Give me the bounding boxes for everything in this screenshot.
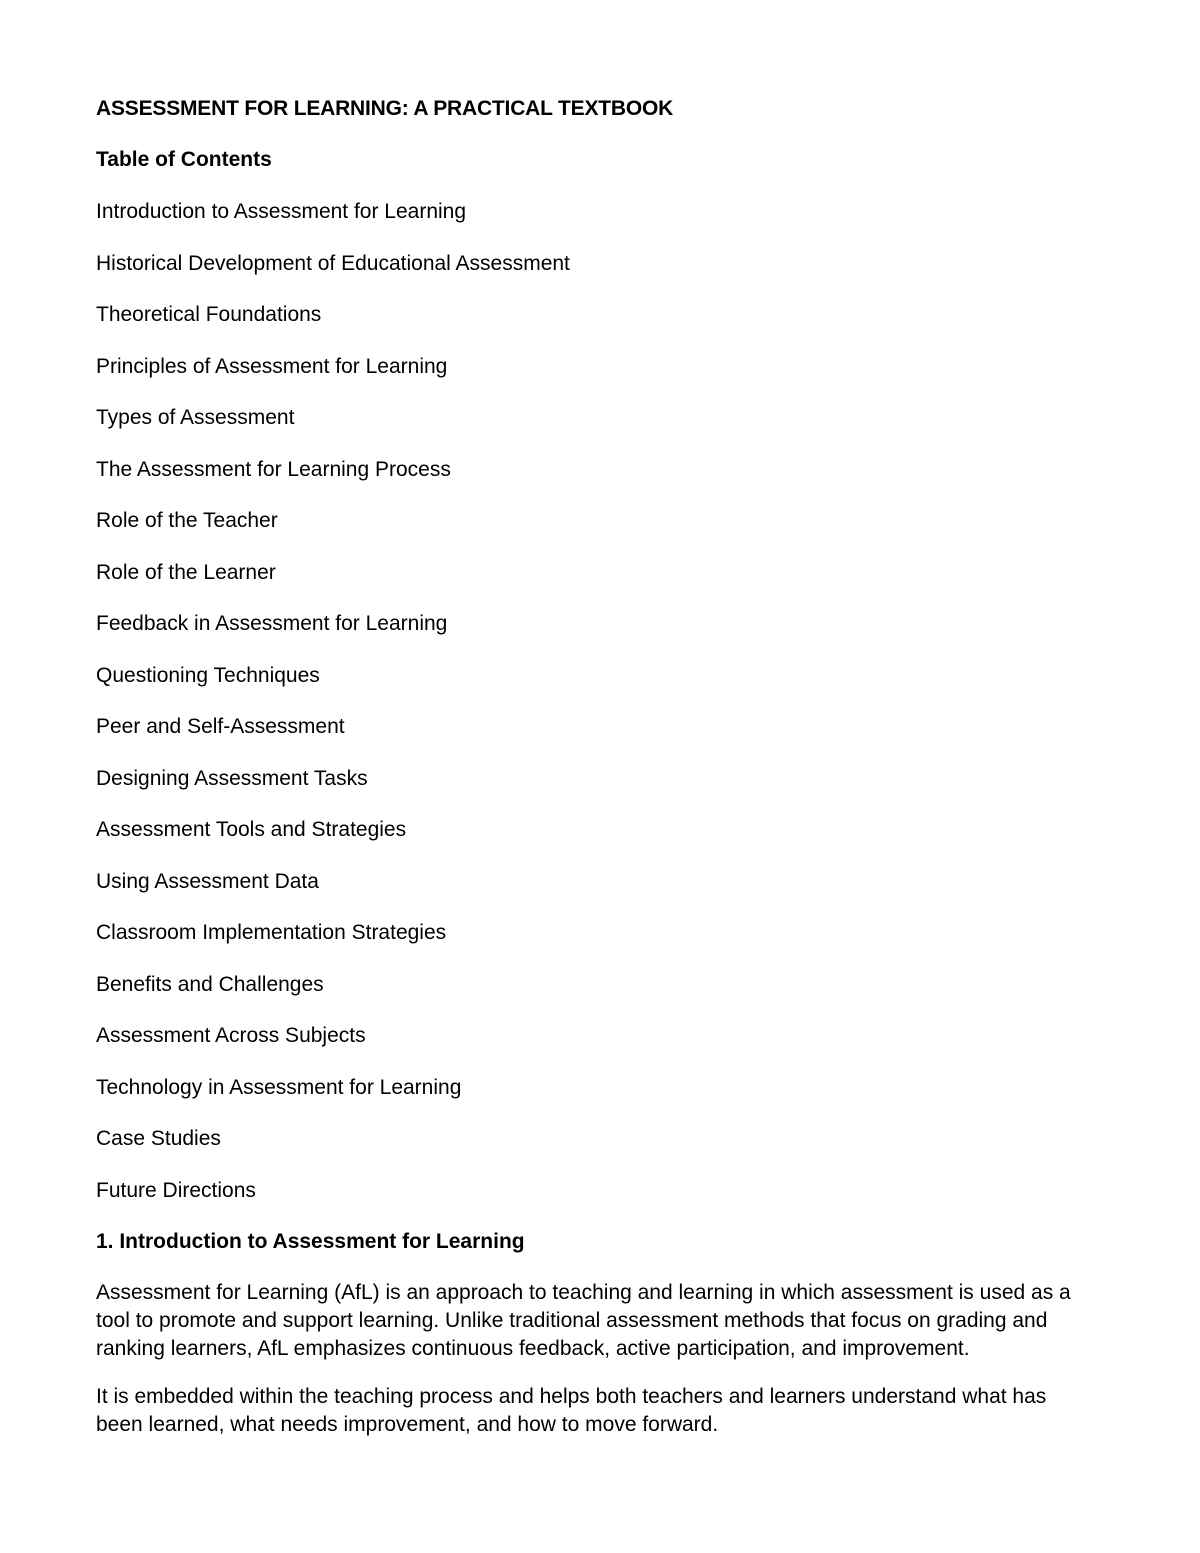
- toc-item: Feedback in Assessment for Learning: [96, 612, 448, 635]
- toc-item: Introduction to Assessment for Learning: [96, 200, 467, 223]
- toc-item: Role of the Learner: [96, 560, 276, 584]
- toc-item: Historical Development of Educational Assessment: [96, 251, 570, 275]
- toc-item: Technology in Assessment for Learning: [96, 1075, 462, 1099]
- section-heading: 1. Introduction to Assessment for Learning: [96, 1230, 525, 1253]
- toc-item: The Assessment for Learning Process: [96, 457, 451, 481]
- document-title: ASSESSMENT FOR LEARNING: A PRACTICAL TEXTBOOK: [96, 97, 674, 120]
- toc-item: Designing Assessment Tasks: [96, 766, 368, 790]
- toc-item: Questioning Techniques: [96, 663, 320, 687]
- toc-item: Future Directions: [96, 1178, 256, 1202]
- body-paragraph: It is embedded within the teaching process and helps both teachers and learners understand what has been learned, what needs improvement, and how to move forward.: [96, 1385, 1047, 1436]
- toc-item: Assessment Across Subjects: [96, 1024, 366, 1047]
- toc-item: Types of Assessment: [96, 406, 295, 429]
- body-paragraph: Assessment for Learning (AfL) is an approach to teaching and learning in which assessment is used as a tool to promote and support learning. Unlike traditional assessment methods that focus on grading and ranking learners, AfL emphasizes continuous feedback, active participation, and improvement.: [96, 1281, 1071, 1360]
- table-of-contents: [96, 197, 1090, 1227]
- toc-item: Role of the Teacher: [96, 509, 278, 532]
- toc-item: Assessment Tools and Strategies: [96, 818, 407, 841]
- toc-item: Principles of Assessment for Learning: [96, 354, 448, 378]
- toc-item: Using Assessment Data: [96, 869, 319, 893]
- toc-item: Case Studies: [96, 1127, 221, 1150]
- toc-item: Peer and Self-Assessment: [96, 715, 345, 738]
- toc-item: Theoretical Foundations: [96, 303, 322, 326]
- toc-item: Benefits and Challenges: [96, 972, 324, 996]
- toc-item: Classroom Implementation Strategies: [96, 921, 447, 944]
- toc-heading: Table of Contents: [96, 148, 272, 171]
